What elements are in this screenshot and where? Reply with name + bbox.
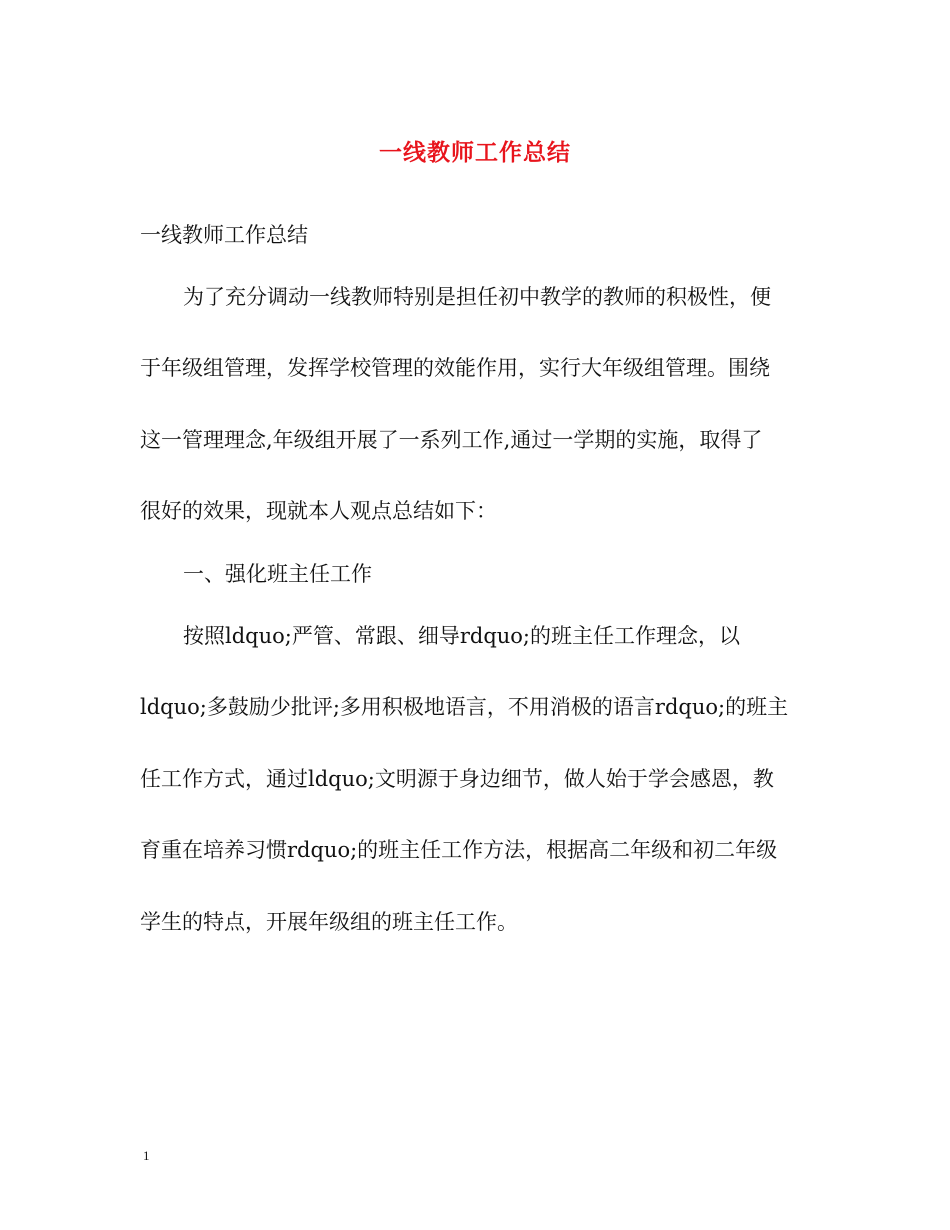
paragraph-line: 任工作方式，通过ldquo;文明源于身边细节，做人始于学会感恩，教	[140, 767, 774, 791]
subtitle-line: 一线教师工作总结	[140, 223, 308, 247]
paragraph-line: 为了充分调动一线教师特别是担任初中教学的教师的积极性，便	[183, 285, 771, 309]
paragraph-line: 很好的效果，现就本人观点总结如下：	[140, 499, 497, 523]
paragraph-line: 按照ldquo;严管、常跟、细导rdquo;的班主任工作理念，以	[183, 624, 741, 648]
document-title: 一线教师工作总结	[379, 139, 571, 166]
paragraph-line: 这一管理理念,年级组开展了一系列工作,通过一学期的实施，取得了	[140, 428, 763, 452]
page-number: 1	[143, 1148, 150, 1163]
paragraph-line: 学生的特点，开展年级组的班主任工作。	[140, 910, 518, 934]
paragraph-line: ldquo;多鼓励少批评;多用积极地语言，不用消极的语言rdquo;的班主	[140, 695, 789, 719]
paragraph-line: 育重在培养习惯rdquo;的班主任工作方法，根据高二年级和初二年级	[140, 838, 778, 862]
paragraph-line: 于年级组管理，发挥学校管理的效能作用，实行大年级组管理。围绕	[140, 356, 770, 380]
section-heading: 一、强化班主任工作	[183, 562, 372, 586]
